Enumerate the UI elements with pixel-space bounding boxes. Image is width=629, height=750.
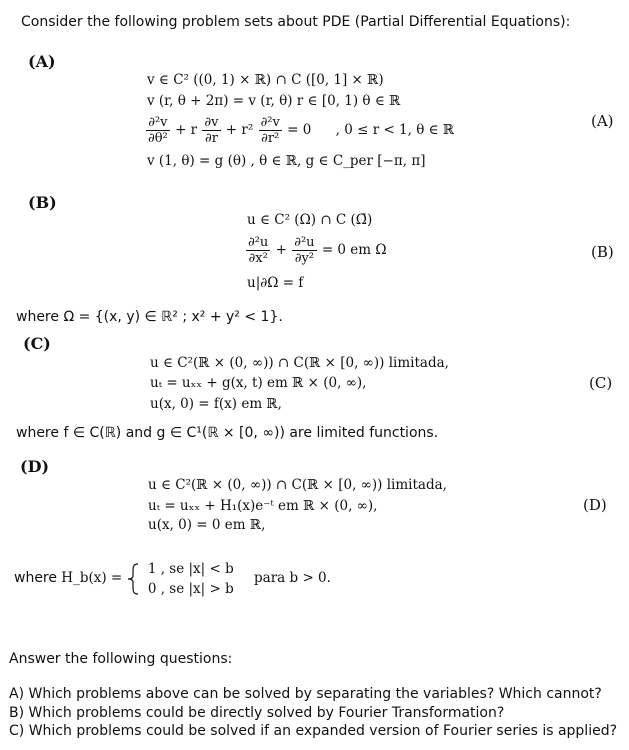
equation-rhs: = 0 em Ω — [321, 242, 387, 258]
problem-c-line1: u ∈ C²(ℝ × (0, ∞)) ∩ C(ℝ × [0, ∞)) limitada, — [150, 355, 449, 371]
frac-numerator: ∂²v — [146, 115, 170, 131]
problem-b-line3: u|∂Ω = f — [247, 275, 304, 291]
problem-c-where: where f ∈ C(ℝ) and g ∈ C¹(ℝ × [0, ∞)) are limited functions. — [16, 425, 439, 441]
problem-a-label: (A) — [28, 52, 56, 71]
problem-d-line1: u ∈ C²(ℝ × (0, ∞)) ∩ C(ℝ × [0, ∞)) limitada, — [148, 477, 447, 493]
problem-c-line2: uₜ = uₓₓ + g(x, t) em ℝ × (0, ∞), — [150, 375, 367, 391]
problem-b-equation — [245, 234, 387, 266]
operator: + — [275, 242, 287, 258]
frac-numerator: ∂v — [204, 115, 219, 130]
frac-d2v-dr2 — [259, 115, 282, 146]
intro-text: Consider the following problem sets about PDE (Partial Differential Equations): — [21, 14, 571, 30]
problem-a-line2: v (r, θ + 2π) = v (r, θ) r ∈ [0, 1) θ ∈ ℝ — [147, 93, 401, 109]
frac-d2v-dtheta2 — [146, 115, 170, 146]
frac-denominator: ∂r — [204, 131, 218, 146]
problem-c-line3: u(x, 0) = f(x) em ℝ, — [150, 396, 282, 412]
equation-rhs: = 0 — [287, 122, 312, 138]
left-brace-icon — [127, 563, 140, 595]
problem-d-tag: (D) — [583, 496, 607, 514]
problem-d-where — [14, 558, 331, 599]
frac-denominator: ∂θ² — [148, 131, 168, 146]
problem-c-tag: (C) — [589, 374, 613, 392]
problem-a-equation — [145, 114, 454, 146]
frac-denominator: ∂r² — [261, 131, 280, 146]
frac-dv-dr — [202, 115, 220, 146]
problem-b-where: where Ω = {(x, y) ∈ ℝ² ; x² + y² < 1}. — [16, 309, 283, 325]
question-c: C) Which problems could be solved if an expanded version of Fourier series is applied? — [9, 723, 618, 739]
problem-b-tag: (B) — [591, 243, 614, 261]
equation-condition: , 0 ≤ r < 1, θ ∈ ℝ — [335, 122, 455, 138]
questions-heading: Answer the following questions: — [9, 651, 233, 667]
frac-denominator: ∂x² — [248, 251, 268, 266]
problem-d-label: (D) — [20, 457, 50, 476]
problem-d-line2: uₜ = uₓₓ + H₁(x)e⁻ᵗ em ℝ × (0, ∞), — [148, 498, 378, 514]
question-b: B) Which problems could be directly solved by Fourier Transformation? — [9, 705, 505, 721]
parameter-condition: para b > 0. — [254, 570, 331, 586]
question-a: A) Which problems above can be solved by separating the variables? Which cannot? — [9, 686, 602, 702]
frac-d2u-dy2 — [292, 235, 316, 266]
problem-a-line4: v (1, θ) = g (θ) , θ ∈ ℝ, g ∈ C_per [−π, π] — [147, 153, 426, 169]
operator: + r — [175, 122, 198, 138]
problem-b-label: (B) — [28, 193, 57, 212]
heaviside-function: H_b(x) = — [61, 570, 123, 586]
problem-a-line1: v ∈ C² ((0, 1) × ℝ) ∩ C ([0, 1] × ℝ) — [147, 72, 384, 88]
problem-b-line1: u ∈ C² (Ω) ∩ C (Ω̄) — [247, 212, 373, 228]
case-inside: 1 , se |x| < b — [147, 560, 234, 577]
where-word: where — [14, 570, 57, 586]
frac-numerator: ∂²u — [248, 235, 269, 250]
frac-denominator: ∂y² — [294, 251, 315, 266]
problem-c-label: (C) — [23, 334, 51, 353]
problem-d-line3: u(x, 0) = 0 em ℝ, — [148, 517, 266, 533]
frac-d2u-dx2 — [246, 235, 270, 266]
frac-numerator: ∂²u — [294, 235, 315, 250]
heaviside-cases — [148, 559, 234, 599]
operator: + r² — [225, 122, 254, 138]
case-outside: 0 , se |x| > b — [147, 580, 234, 597]
frac-numerator: ∂²v — [260, 115, 280, 130]
problem-a-tag: (A) — [591, 112, 614, 130]
